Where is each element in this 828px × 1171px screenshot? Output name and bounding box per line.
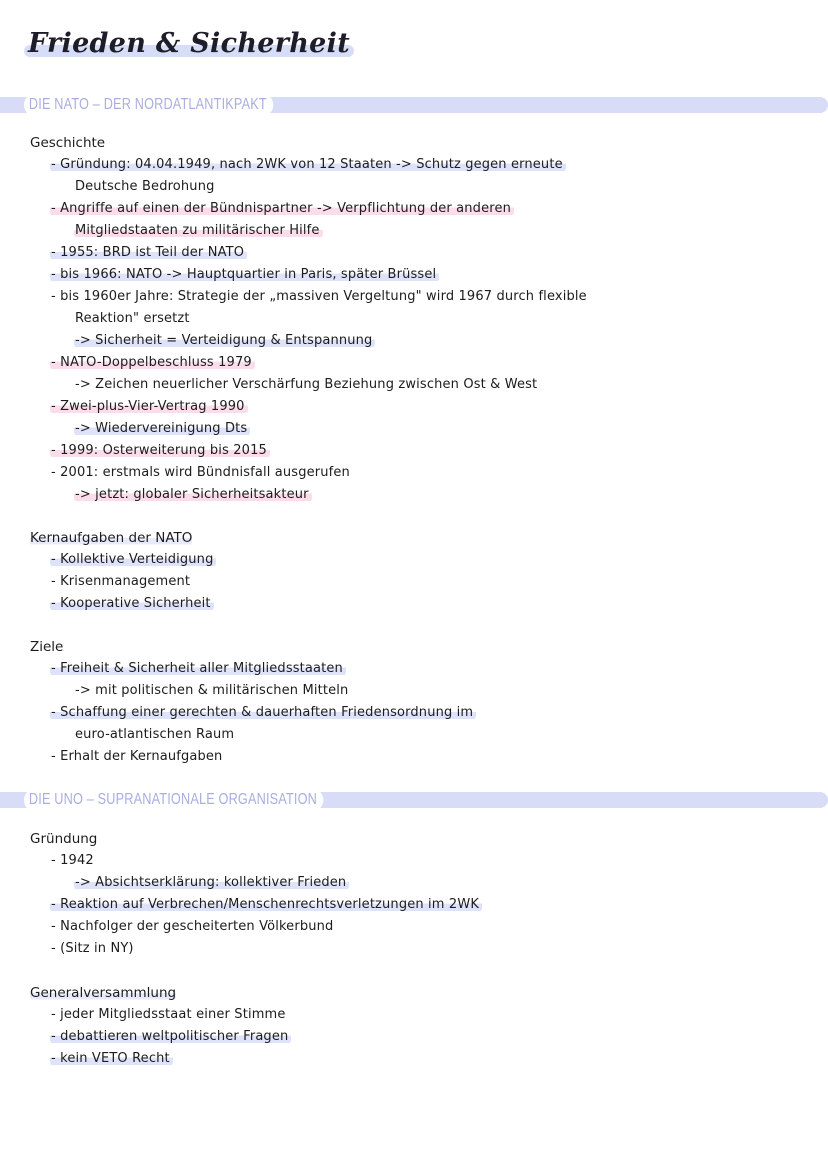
list-item: -> Sicherheit = Verteidigung & Entspannung	[74, 332, 375, 350]
list-item: - Angriffe auf einen der Bündnispartner -> Verpflichtung der anderen	[50, 200, 514, 218]
list-item: - bis 1960er Jahre: Strategie der „massiven Vergeltung" wird 1967 durch flexible	[51, 289, 587, 304]
subheading-geschichte: Geschichte	[30, 135, 106, 151]
list-item: Mitgliedstaaten zu militärischer Hilfe	[74, 222, 323, 240]
subheading-ziele: Ziele	[30, 639, 64, 655]
subheading-gruendung: Gründung	[30, 831, 98, 847]
list-item: - Gründung: 04.04.1949, nach 2WK von 12 Staaten -> Schutz gegen erneute	[50, 156, 566, 174]
list-item: - Freiheit & Sicherheit aller Mitgliedsstaaten	[50, 660, 346, 678]
list-item: - Krisenmanagement	[51, 574, 191, 589]
page-title	[28, 28, 350, 59]
list-item: - Zwei-plus-Vier-Vertrag 1990	[50, 398, 248, 416]
section-banner-label: DIE NATO – DER NORDATLANTIKPAKT	[24, 95, 273, 115]
list-item: - NATO-Doppelbeschluss 1979	[50, 354, 255, 372]
page-title-text: Frieden & Sicherheit	[28, 28, 350, 59]
list-item: - debattieren weltpolitischer Fragen	[50, 1028, 291, 1046]
section-banner-uno	[0, 790, 828, 810]
list-item: - 1955: BRD ist Teil der NATO	[50, 244, 247, 262]
list-item: - Kooperative Sicherheit	[50, 595, 214, 613]
list-item: - (Sitz in NY)	[51, 941, 134, 956]
list-item: -> Wiedervereinigung Dts	[74, 420, 250, 438]
list-item: -> jetzt: globaler Sicherheitsakteur	[74, 486, 312, 504]
list-item: - 1999: Osterweiterung bis 2015	[50, 442, 270, 460]
list-item: euro-atlantischen Raum	[75, 727, 235, 742]
list-item: - 1942	[51, 853, 94, 868]
subheading-kernaufgaben: Kernaufgaben der NATO	[30, 530, 193, 546]
list-item: - Nachfolger der gescheiterten Völkerbund	[51, 919, 334, 934]
list-item: - Reaktion auf Verbrechen/Menschenrechtsverletzungen im 2WK	[50, 896, 482, 914]
list-item: Deutsche Bedrohung	[75, 179, 215, 194]
list-item: - kein VETO Recht	[50, 1050, 173, 1068]
list-item: - Erhalt der Kernaufgaben	[51, 749, 223, 764]
list-item: - bis 1966: NATO -> Hauptquartier in Paris, später Brüssel	[50, 266, 439, 284]
list-item: Reaktion" ersetzt	[75, 311, 190, 326]
list-item: - jeder Mitgliedsstaat einer Stimme	[51, 1007, 286, 1022]
list-item: - 2001: erstmals wird Bündnisfall ausgerufen	[51, 465, 350, 480]
list-item: -> Zeichen neuerlicher Verschärfung Beziehung zwischen Ost & West	[75, 377, 538, 392]
list-item: - Kollektive Verteidigung	[50, 551, 216, 569]
section-banner-label: DIE UNO – SUPRANATIONALE ORGANISATION	[24, 790, 324, 810]
subheading-generalversammlung: Generalversammlung	[30, 985, 177, 1001]
list-item: -> mit politischen & militärischen Mitteln	[75, 683, 349, 698]
list-item: - Schaffung einer gerechten & dauerhaften Friedensordnung im	[50, 704, 476, 722]
list-item: -> Absichtserklärung: kollektiver Frieden	[74, 874, 349, 892]
section-banner-nato	[0, 95, 828, 115]
